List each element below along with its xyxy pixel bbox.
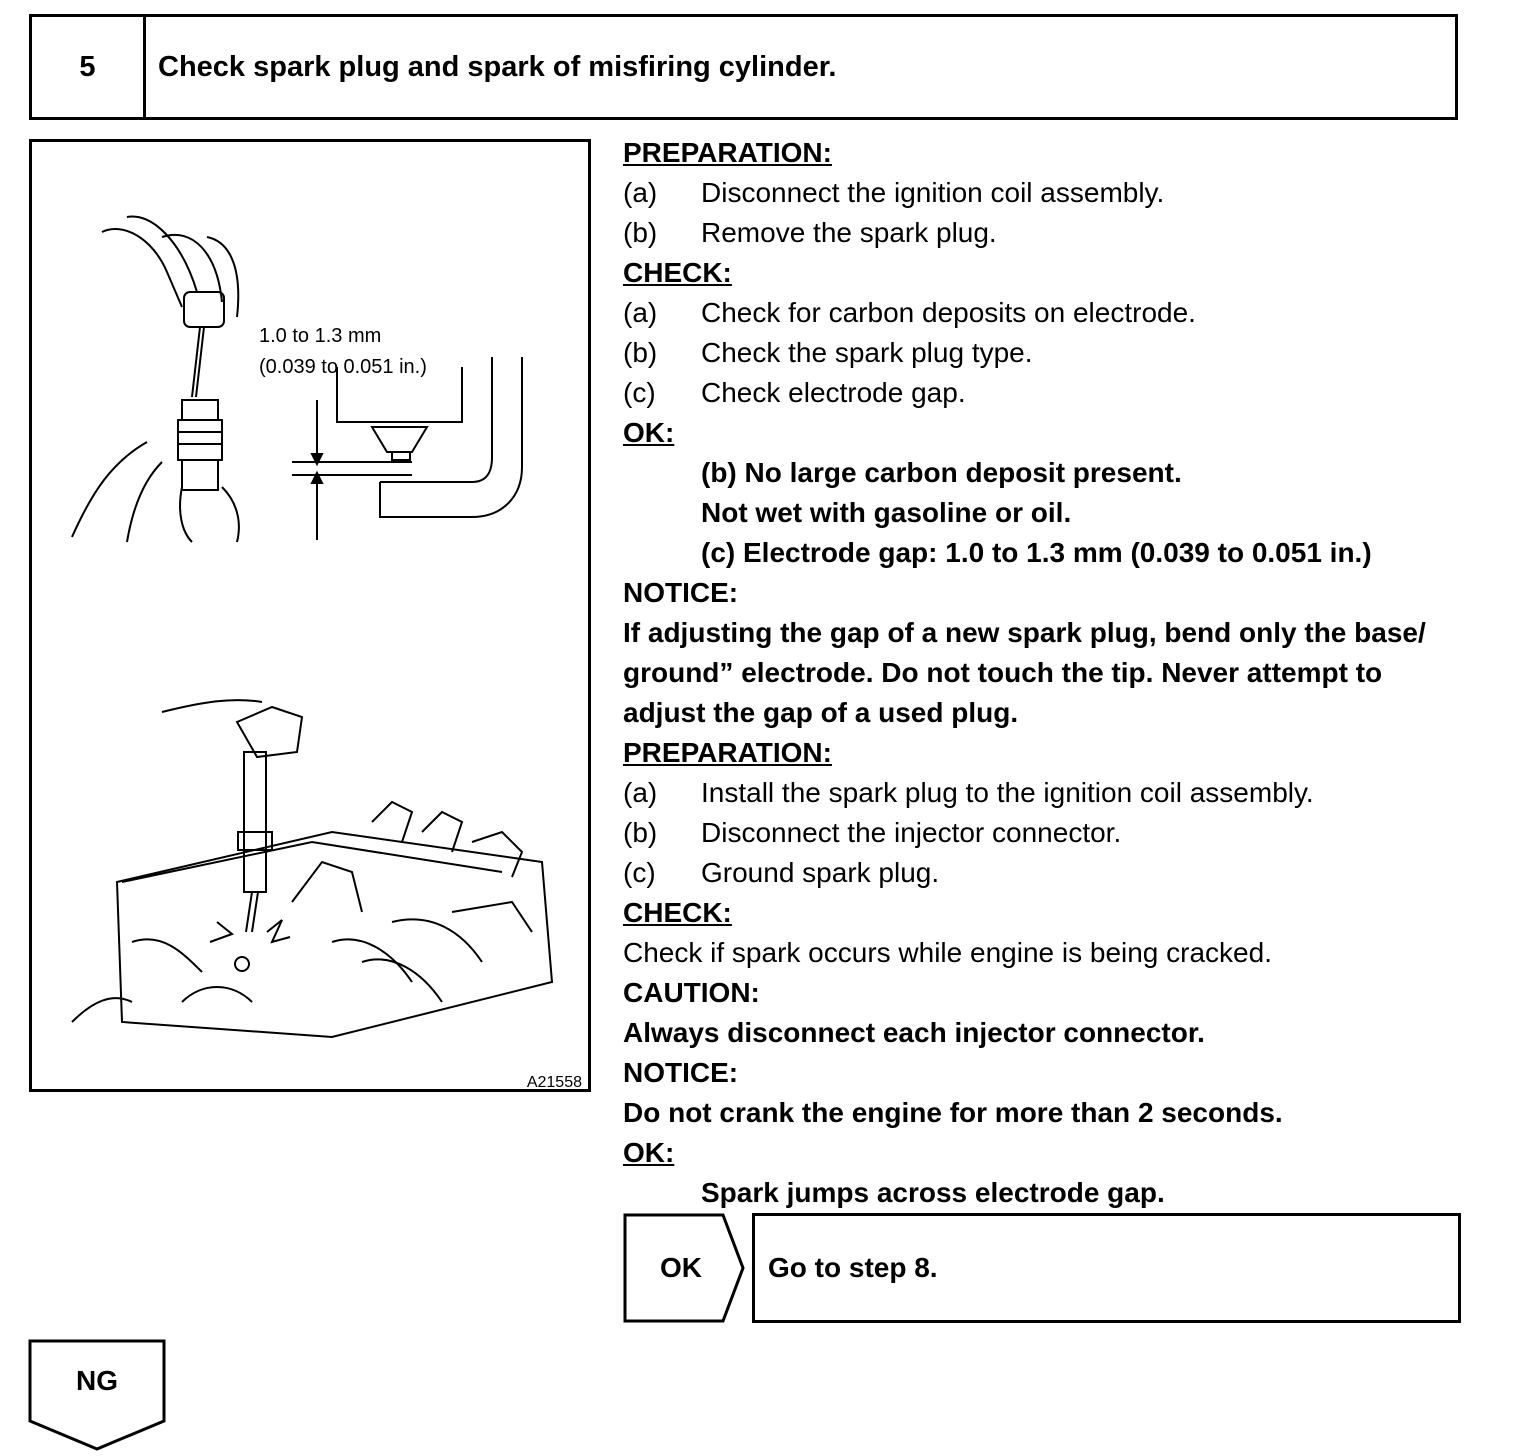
ok-result-label (623, 1213, 747, 1323)
ok2-heading: OK: (623, 1137, 675, 1168)
ok-action-text: Go to step 8. (768, 1252, 938, 1283)
check1-heading: CHECK: (623, 257, 732, 288)
check1-item-b-text: Check the spark plug type. (701, 337, 1033, 368)
caution-heading: CAUTION: (623, 977, 760, 1008)
check1-item-a-label: (a) (623, 297, 658, 328)
prep1-item-a-text: Disconnect the ignition coil assembly. (701, 177, 1165, 208)
prep2-item-a-text: Install the spark plug to the ignition coil assembly. (701, 777, 1314, 808)
ng-label: NG (76, 1365, 118, 1396)
figure-id: A21558 (526, 1074, 582, 1089)
step-title: Check spark plug and spark of misfiring cylinder. (158, 50, 837, 83)
prep1-item-a-label: (a) (623, 177, 658, 208)
check1-item-b-label: (b) (623, 337, 658, 368)
notice1-line-3: adjust the gap of a used plug. (623, 697, 1019, 728)
prep1-item-b-label: (b) (623, 217, 658, 248)
prep2-item-c-label: (c) (623, 857, 656, 888)
ng-result-label (28, 1339, 166, 1451)
gap-label-mm: 1.0 to 1.3 mm (259, 325, 382, 347)
ok2-text: Spark jumps across electrode gap. (701, 1177, 1165, 1208)
ok1-line-1: (b) No large carbon deposit present. (701, 457, 1182, 488)
check1-item-c-text: Check electrode gap. (701, 377, 966, 408)
step-header (29, 14, 1458, 120)
check1-item-c-label: (c) (623, 377, 656, 408)
prep2-item-b-text: Disconnect the injector connector. (701, 817, 1122, 848)
prep2-item-b-label: (b) (623, 817, 658, 848)
gap-label-in: (0.039 to 0.051 in.) (259, 356, 427, 378)
check2-heading: CHECK: (623, 897, 732, 928)
ok1-heading: OK: (623, 417, 675, 448)
prep2-heading: PREPARATION: (623, 737, 832, 768)
check1-item-a-text: Check for carbon deposits on electrode. (701, 297, 1196, 328)
prep1-item-b-text: Remove the spark plug. (701, 217, 997, 248)
step-number: 5 (79, 50, 96, 83)
notice2-heading: NOTICE: (623, 1057, 739, 1088)
spark-plug-illustration (32, 142, 588, 1089)
ok-action-box (752, 1213, 1461, 1323)
ok1-line-2: Not wet with gasoline or oil. (701, 497, 1072, 528)
notice1-heading: NOTICE: (623, 577, 739, 608)
prep1-heading: PREPARATION: (623, 137, 832, 168)
illustration-frame (29, 139, 591, 1092)
prep2-item-c-text: Ground spark plug. (701, 857, 940, 888)
header-divider (143, 17, 146, 117)
notice1-line-2: ground” electrode. Do not touch the tip. Never attempt to (623, 657, 1383, 688)
caution-text: Always disconnect each injector connector. (623, 1017, 1205, 1048)
prep2-item-a-label: (a) (623, 777, 658, 808)
notice2-text: Do not crank the engine for more than 2 seconds. (623, 1097, 1283, 1128)
ok-label: OK (660, 1252, 702, 1283)
check2-text: Check if spark occurs while engine is being cracked. (623, 937, 1272, 968)
notice1-line-1: If adjusting the gap of a new spark plug, bend only the base/ (623, 617, 1426, 648)
ok1-line-3: (c) Electrode gap: 1.0 to 1.3 mm (0.039 to 0.051 in.) (701, 537, 1372, 568)
